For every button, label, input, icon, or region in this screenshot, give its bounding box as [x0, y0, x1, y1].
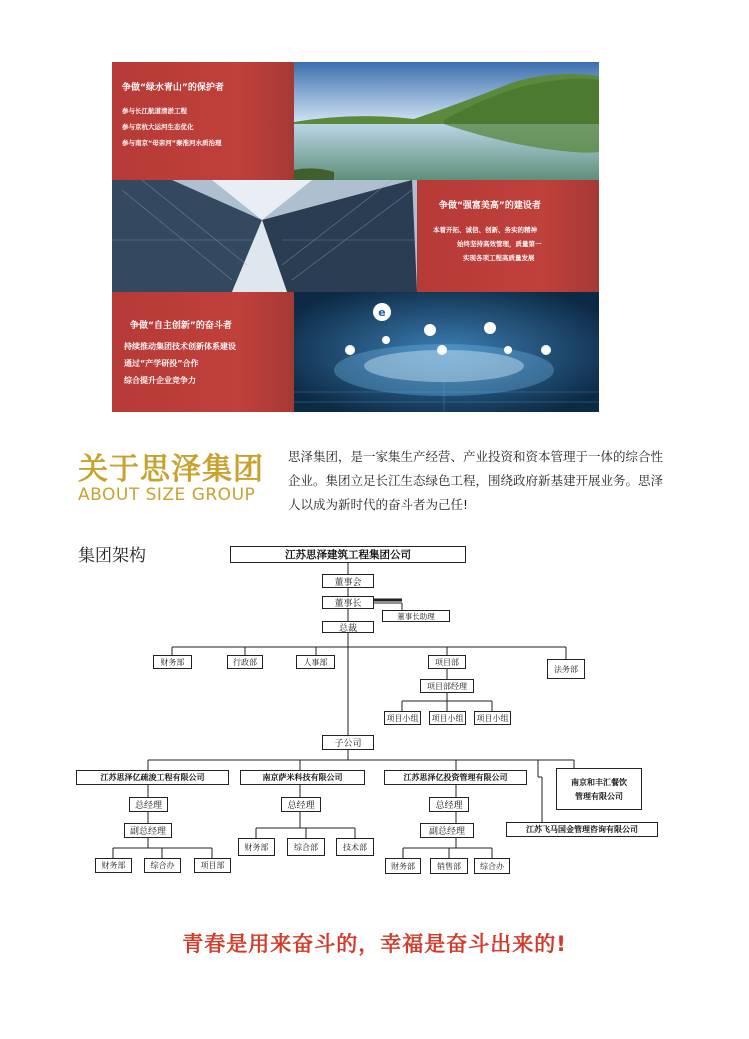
lake-mountain-photo [294, 62, 599, 180]
org-dept-admin: 行政部 [227, 655, 263, 669]
org-project-manager: 项目部经理 [420, 679, 474, 693]
banner-panel-line: 始终坚持高效管理，质量第一 [457, 240, 542, 248]
org-dept-legal: 法务部 [547, 659, 585, 679]
org-subsidiary-box: 子公司 [322, 735, 374, 750]
about-title-cn: 关于思泽集团 [78, 452, 264, 487]
org-dept-hr: 人事部 [296, 655, 335, 669]
org-sub2-name: 南京萨米科技有限公司 [240, 770, 365, 785]
org-dept-finance: 财务部 [153, 655, 192, 669]
hero-banner [112, 62, 599, 412]
org-sub3-dept: 财务部 [385, 858, 421, 874]
org-sub3-dept: 销售部 [430, 858, 468, 874]
banner-panel-line: 本着开拓、诚信、创新、务实的精神 [433, 226, 537, 234]
org-sub2-dept: 财务部 [238, 838, 275, 856]
banner-panel-line: 实现各项工程高质量发展 [463, 254, 535, 262]
org-sub4-name-line1: 南京和丰汇餐饮 [571, 777, 627, 787]
org-sub3-dgm: 副总经理 [420, 823, 474, 838]
org-company-box: 江苏思泽建筑工程集团公司 [230, 546, 466, 563]
org-sub4-name [556, 768, 642, 810]
banner-panel-innovation [112, 292, 294, 412]
org-sub1-dept: 综合办 [144, 858, 181, 873]
banner-panel-line: 持续推动集团技术创新体系建设 [124, 342, 236, 351]
org-sub5-name: 江苏飞马国金管理咨询有限公司 [506, 822, 658, 837]
banner-panel-line: 参与长江航道清淤工程 [122, 107, 187, 115]
slogan: 青春是用来奋斗的，幸福是奋斗出来的! [182, 932, 567, 956]
org-sub1-dept: 财务部 [95, 858, 132, 873]
banner-panel-environment [112, 62, 294, 180]
org-chairman-assistant-box: 董事长助理 [382, 610, 450, 622]
banner-panel-line: 参与京杭大运河生态优化 [122, 123, 194, 131]
technology-cloud-photo [294, 292, 599, 412]
org-project-team: 项目小组 [474, 711, 511, 725]
banner-panel-title: 争做“绿水青山”的保护者 [122, 83, 224, 93]
org-sub3-gm: 总经理 [429, 797, 469, 812]
org-sub1-dgm: 副总经理 [124, 823, 172, 838]
org-sub1-dept: 项目部 [194, 858, 231, 873]
svg-text:e: e [378, 306, 386, 319]
org-board-box: 董事会 [322, 574, 374, 588]
org-sub3-dept: 综合办 [474, 858, 510, 874]
org-sub1-gm: 总经理 [129, 797, 168, 812]
org-chart-title: 集团架构 [78, 546, 146, 566]
banner-panel-line: 综合提升企业竞争力 [124, 376, 196, 385]
banner-panel-line: 参与南京“母亲河”秦淮河水质治理 [122, 139, 222, 147]
about-description: 思泽集团，是一家集生产经营、产业投资和资本管理于一体的综合性企业。集团立足长江生态绿色工程，围绕政府新基建开展业务。思泽人以成为新时代的奋斗者为己任! [288, 449, 664, 512]
org-sub2-dept: 综合部 [287, 838, 325, 856]
banner-panel-title: 争做“强富美高”的建设者 [439, 201, 541, 211]
banner-panel-title: 争做“自主创新”的奋斗者 [130, 321, 232, 331]
org-sub3-name: 江苏思泽亿投资管理有限公司 [384, 770, 527, 785]
org-dept-project: 项目部 [428, 655, 466, 669]
org-sub2-gm: 总经理 [281, 797, 321, 812]
org-president-box: 总裁 [322, 621, 374, 633]
banner-panel-construction [417, 180, 599, 292]
org-sub4-name-line2: 管理有限公司 [575, 791, 623, 801]
about-title-en: ABOUT SIZE GROUP [78, 485, 256, 505]
org-project-team: 项目小组 [384, 711, 421, 725]
skyscrapers-photo [112, 180, 417, 292]
org-sub1-name: 江苏思泽亿疏浚工程有限公司 [76, 770, 229, 785]
banner-panel-line: 通过“产学研投”合作 [124, 359, 199, 368]
org-sub2-dept: 技术部 [336, 838, 374, 856]
org-chairman-box: 董事长 [322, 596, 374, 609]
org-project-team: 项目小组 [429, 711, 466, 725]
